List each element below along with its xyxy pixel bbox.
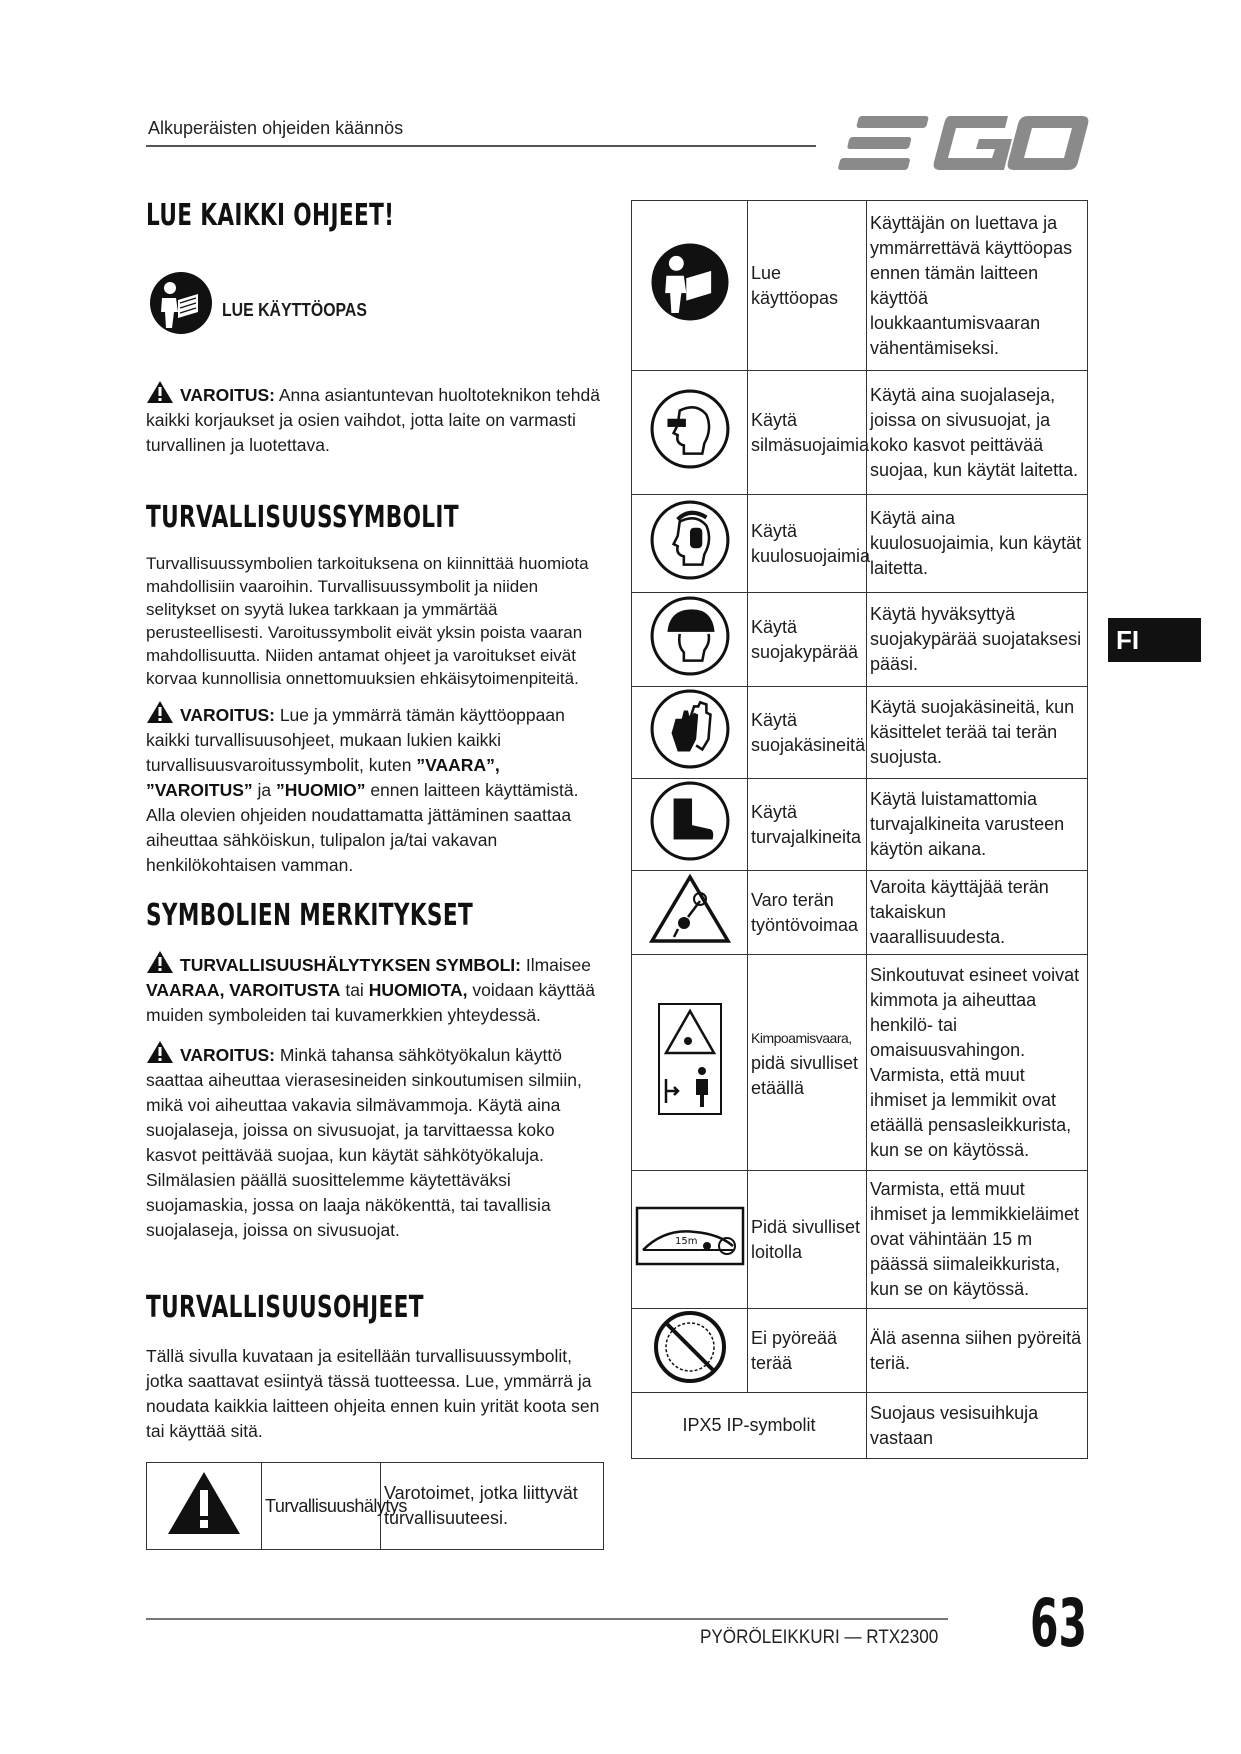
table-row <box>632 687 1088 779</box>
symbol-label: Käytä kuulosuojaimia <box>748 495 867 593</box>
symbol-label-a: Kimpoamisvaara, <box>751 1029 852 1046</box>
table-row <box>632 871 1088 955</box>
svg-text:15m: 15m <box>674 1236 697 1247</box>
alert-table-desc: Varotoimet, jotka liittyvät turvallisuuteesi. <box>381 1463 604 1550</box>
symbol-desc: Älä asenna siihen pyöreitä teriä. <box>867 1309 1088 1393</box>
symbol-desc: Varmista, että muut ihmiset ja lemmikkieläimet ovat vähintään 15 m päässä siimaleikkurista, kun se on käytössä. <box>867 1171 1088 1309</box>
footer-product: PYÖRÖLEIKKURI — RTX2300 <box>700 1627 939 1648</box>
heading-safety-instructions: TURVALLISUUSOHJEET <box>146 1290 424 1325</box>
alert-table-label: Turvallisuushälytys <box>262 1463 381 1550</box>
table-row <box>632 1309 1088 1393</box>
warning-triangle-icon <box>146 700 174 724</box>
symbol-desc: Käytä luistamattomia turvajalkineita varusteen käytön aikana. <box>867 779 1088 871</box>
symbol-label: Käytä turvajalkineita <box>748 779 867 871</box>
symbol-desc: Varoita käyttäjää terän takaiskun vaarallisuudesta. <box>867 871 1088 955</box>
warning-3-text: Minkä tahansa sähkötyökalun käyttö saattaa aiheuttaa vierasesineiden sinkoutumisen silmiin, mikä voi aiheuttaa vakavia silmävammoja. Käytä aina suojalaseja, joissa on sivusuojat, ja tarvittaessa koko kasvot peittävää suojaa, kun käytät sähkötyökaluja. Silmälasien päällä suosittelemme käytettäväksi suojamaskia, jossa on laaja näkökenttä, tai tavallisia suojalaseja, joissa on sivusuojat. <box>146 1045 582 1240</box>
warning-2-label: VAROITUS: <box>180 705 275 725</box>
term-huomio: ”HUOMIO” <box>276 780 366 800</box>
alert-symbol-term2: HUOMIOTA, <box>368 980 468 1000</box>
page-number: 63 <box>1030 1585 1087 1662</box>
alert-symbol-terms: VAARAA, VAROITUSTA <box>146 980 341 1000</box>
warning-triangle-icon <box>146 380 174 404</box>
helmet-icon <box>632 593 748 687</box>
alert-symbol-paragraph <box>146 950 606 1028</box>
warning-triangle-icon <box>146 950 174 974</box>
alert-symbol-tai: tai <box>345 980 364 1000</box>
warning-2-ja: ja <box>257 780 272 800</box>
heading-symbol-meanings: SYMBOLIEN MERKITYKSET <box>146 898 474 933</box>
warning-2-text-b: ennen laitteen käyttämistä. Alla olevien ohjeiden noudattamatta jättäminen saattaa aiheuttaa sähköiskun, tulipalon ja/tai vakavan henkilökohtaisen vamman. <box>146 780 579 875</box>
warning-triangle-icon <box>146 1040 174 1064</box>
warning-1-text: Anna asiantuntevan huoltoteknikon tehdä kaikki korjaukset ja osien vaihdot, jotta laite on varmasti turvallinen ja luotettava. <box>146 385 600 455</box>
symbol-label: Käytä suojakäsineitä <box>748 687 867 779</box>
language-badge: FI <box>1108 618 1201 662</box>
ear-protection-icon <box>632 495 748 593</box>
table-row <box>632 1171 1088 1309</box>
symbol-label-b: pidä sivulliset etäällä <box>751 1052 859 1098</box>
symbols-intro: Turvallisuussymbolien tarkoituksena on kiinnittää huomiota mahdollisiin vaaroihin. Turvallisuussymbolit ja niiden selitykset on syytä lukea tarkkaan ja ymmärtää perusteellisesti. Varoitussymbolit eivät yksin poista vaaran mahdollisuutta. Niiden antamat ohjeet ja varoitukset eivät korvaa kunnollisia onnettomuuksien ehkäisytoimenpiteitä. <box>146 554 589 688</box>
symbol-table <box>631 200 1088 1459</box>
alert-symbol-text-b: voidaan käyttää muiden symboleiden tai kuvamerkkien yhteydessä. <box>146 980 595 1025</box>
keep-distance-icon <box>632 1171 748 1309</box>
warning-2-text-a: Lue ja ymmärrä tämän käyttöoppaan kaikki turvallisuusohjeet, mukaan lukien kaikki turvallisuusvaroitussymbolit, kuten <box>146 705 565 775</box>
symbol-label: Ei pyöreää terää <box>748 1309 867 1393</box>
read-manual-label: LUE KÄYTTÖOPAS <box>222 300 367 320</box>
symbol-label: Käytä suojakypärää <box>748 593 867 687</box>
read-manual-icon <box>148 270 214 336</box>
alert-symbol-label: TURVALLISUUSHÄLYTYKSEN SYMBOLI: <box>180 955 521 975</box>
term-vaara: ”VAARA”, <box>416 755 500 775</box>
symbol-desc: Käytä aina suojalaseja, joissa on sivusuojat, ja koko kasvot peittävää suojaa, kun käytät laitetta. <box>867 371 1088 495</box>
symbol-desc: Käytä suojakäsineitä, kun käsittelet terää tai terän suojusta. <box>867 687 1088 779</box>
alert-table-icon-cell <box>147 1463 262 1550</box>
ip-symbol-label: IPX5 IP-symbolit <box>632 1393 867 1459</box>
symbol-label: Pidä sivulliset loitolla <box>748 1171 867 1309</box>
symbol-desc: Käytä hyväksyttyä suojakypärää suojataksesi pääsi. <box>867 593 1088 687</box>
symbol-label: Käytä silmäsuojaimia <box>748 371 867 495</box>
table-row <box>632 201 1088 371</box>
term-varoitus: ”VAROITUS” <box>146 780 253 800</box>
table-row <box>632 1393 1088 1459</box>
symbol-desc: Käyttäjän on luettava ja ymmärrettävä käyttöopas ennen tämän laitteen käyttöä loukkaantumisvaaran vähentämiseksi. <box>867 201 1088 371</box>
heading-safety-symbols: TURVALLISUUSSYMBOLIT <box>146 500 459 535</box>
table-row <box>632 779 1088 871</box>
eye-protection-icon <box>632 371 748 495</box>
blade-thrust-icon <box>632 871 748 955</box>
table-row <box>632 955 1088 1171</box>
symbol-label: Lue käyttöopas <box>748 201 867 371</box>
ego-logo <box>838 112 1090 174</box>
no-circular-blade-icon <box>632 1309 748 1393</box>
symbol-desc: Suojaus vesisuihkuja vastaan <box>867 1393 1088 1459</box>
read-manual-icon <box>632 201 748 371</box>
alert-table <box>146 1462 604 1550</box>
ricochet-bystanders-icon <box>632 955 748 1171</box>
boots-icon <box>632 779 748 871</box>
instructions-text: Tällä sivulla kuvataan ja esitellään turvallisuussymbolit, jotka saattavat esiintyä tässä tuotteessa. Lue, ymmärrä ja noudata kaikkia laitteen ohjeita ennen kuin yrität koota sen tai käyttää sitä. <box>146 1346 600 1441</box>
alert-symbol-text-a: Ilmaisee <box>525 955 591 975</box>
warning-1-label: VAROITUS: <box>180 385 275 405</box>
svg-text:EGO: EGO <box>838 112 841 113</box>
gloves-icon <box>632 687 748 779</box>
header-divider <box>146 145 816 147</box>
header-title: Alkuperäisten ohjeiden käännös <box>148 118 404 138</box>
symbol-label <box>748 955 867 1171</box>
symbol-desc: Käytä aina kuulosuojaimia, kun käytät laitetta. <box>867 495 1088 593</box>
symbol-label: Varo terän työntövoimaa <box>748 871 867 955</box>
footer-divider <box>146 1618 948 1620</box>
warning-2 <box>146 700 606 878</box>
warning-3 <box>146 1040 606 1243</box>
heading-read-all: LUE KAIKKI OHJEET! <box>146 198 395 233</box>
symbol-desc: Sinkoutuvat esineet voivat kimmota ja aiheuttaa henkilö- tai omaisuusvahingon. Varmista, että muut ihmiset ja lemmikit ovat etäällä pensasleikkurista, kun se on käytössä. <box>867 955 1088 1171</box>
table-row <box>632 593 1088 687</box>
warning-3-label: VAROITUS: <box>180 1045 275 1065</box>
table-row <box>632 495 1088 593</box>
warning-1 <box>146 380 606 458</box>
warning-triangle-icon <box>166 1470 242 1536</box>
table-row <box>632 371 1088 495</box>
